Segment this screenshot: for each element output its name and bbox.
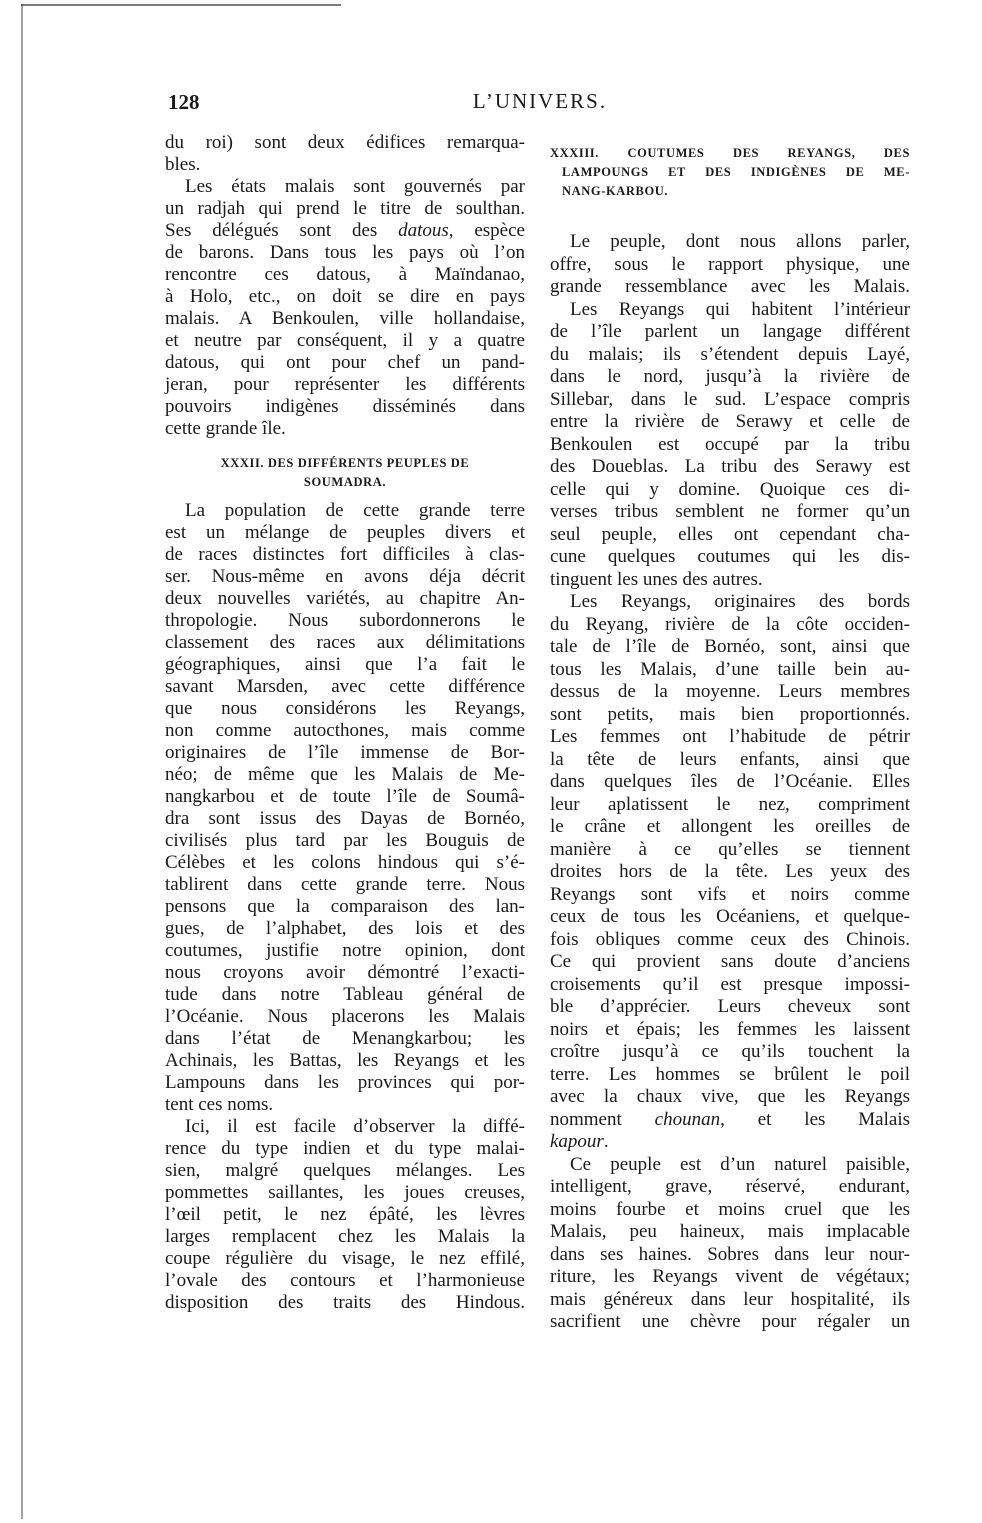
text-line: sont petits, mais bien proportionnés. [550,703,910,725]
text-line: tude dans notre Tableau général de [165,984,525,1005]
scan-edge-horizontal [21,4,341,6]
paragraph [550,231,910,299]
text-line: coupe régulière du visage, le nez effilé, [165,1248,525,1269]
text-line: Ici, il est facile d’observer la diffé- [185,1116,525,1137]
text-line: Achinais, les Battas, les Reyangs et les [165,1050,525,1071]
text-line: ceux de tous les Océaniens, et quelque- [550,906,910,927]
text-line: à Holo, etc., on doit se dire en pays [165,286,525,307]
text-line: non comme autocthones, mais comme [165,720,525,741]
paragraph [550,299,910,592]
text-line: disposition des traits des Hindous. [165,1292,525,1313]
text-line: de l’île parlent un langage différent [550,321,910,342]
text-line: larges remplacent chez les Malais la [165,1226,525,1247]
text-line: tablirent dans cette grande terre. Nous [165,874,525,895]
text-line: des Doueblas. La tribu des Serawy est [550,456,910,477]
text-line: tale de l’île de Bornéo, sont, ainsi que [550,636,910,657]
heading-line: NANG-KARBOU. [562,184,669,198]
text-line: du roi) sont deux édifices remarqua- [165,132,525,153]
text-line: mais généreux dans leur hospitalité, ils [550,1288,910,1310]
text-line: sacrifient une chèvre pour régaler un [550,1311,910,1332]
text-line: dessus de la moyenne. Leurs membres [550,681,910,702]
text-line: dans ses haines. Sobres dans leur nour- [550,1243,910,1265]
text-line: Ce qui provient sans doute d’anciens [550,951,910,972]
heading-line: XXXII. DES DIFFÉRENTS PEUPLES DE [220,456,470,470]
text-line: pommettes saillantes, les joues creuses, [165,1182,525,1203]
text-line: seul peuple, elles ont cependant cha- [550,523,910,545]
text-line: de barons. Dans tous les pays où l’on [165,242,525,263]
text-line: Les femmes ont l’habitude de pétrir [550,726,910,747]
text-line: celle qui y domine. Quoique ces di- [550,478,910,500]
text-line: moins fourbe et moins cruel que les [550,1198,910,1220]
text-line: dans l’état de Menangkarbou; les [165,1028,525,1049]
text-line: gues, de l’alphabet, des lois et des [165,918,525,939]
text-line: de races distinctes fort difficiles à clas- [165,544,525,565]
text-line: Reyangs sont vifs et noirs comme [550,883,910,905]
text-line: offre, sous le rapport physique, une [550,253,910,275]
text-line: un radjah qui prend le titre de soulthan. [165,198,525,219]
text-line: sien, malgré quelques mélanges. Les [165,1160,525,1181]
text-line: datous, qui ont pour chef un pand- [165,352,525,373]
italic-term: kapour [550,1131,604,1152]
paragraph [550,1154,910,1334]
text-line: Les états malais sont gouvernés par [185,176,525,197]
text-line: croisements qu’il est presque impossi- [550,973,910,995]
text-line: néo; de même que les Malais de Me- [165,764,525,785]
paragraph [165,132,525,176]
paragraph [165,500,525,1116]
text-segment: Ses délégués sont des [165,220,399,241]
right-column [550,144,910,1334]
text-segment: , espèce [448,220,525,241]
text-segment: . [603,1131,609,1152]
text-line: tinguent les unes des autres. [550,568,763,590]
heading-line: SOUMADRA. [303,475,387,489]
text-line: dans quelques îles de l’Océanie. Elles [550,771,910,792]
text-line: nous croyons avoir démontré l’exacti- [165,962,525,983]
section-heading [165,454,525,492]
heading-line: XXXIII. COUTUMES DES REYANGS, DES [550,146,910,160]
text-line: rencontre ces datous, à Maïndanao, [165,264,525,285]
text-line: rence du type indien et du type malai- [165,1138,525,1159]
text-line: droites hors de la tête. Les yeux des [550,861,910,882]
text-segment: , et les Malais [720,1108,910,1130]
text-line: cune quelques coutumes qui les dis- [550,546,910,567]
text-line: croître jusqu’à ce qu’ils touchent la [550,1041,910,1062]
italic-term: datous [398,220,449,241]
text-line: Lampouns dans les provinces qui por- [165,1072,525,1093]
text-line: fois obliques comme ceux des Chinois. [550,928,910,950]
text-line: Malais, peu haineux, mais implacable [550,1221,910,1242]
text-line: Benkoulen est occupé par la tribu [550,433,910,455]
text-line: coutumes, justifie notre opinion, dont [165,940,525,961]
text-line: jeran, pour représenter les différents [165,374,525,395]
section-heading [550,144,910,201]
text-line [550,1109,910,1132]
text-line: Les Reyangs, originaires des bords [570,591,910,612]
text-line: Le peuple, dont nous allons parler, [570,231,910,252]
text-line: Ce peuple est d’un naturel paisible, [570,1153,910,1175]
text-line: et neutre par conséquent, il y a quatre [165,330,525,351]
text-line: cette grande île. [165,418,286,439]
text-line: ser. Nous-même en avons déja décrit [165,566,525,587]
text-line: thropologie. Nous subordonnerons le [165,610,525,631]
text-line: savant Marsden, avec cette différence [165,676,525,697]
text-line [550,1131,910,1154]
text-line: du Reyang, rivière de la côte occiden- [550,613,910,635]
text-line: leur aplatissent le nez, compriment [550,793,910,815]
text-line [165,220,525,242]
heading-line: LAMPOUNGS ET DES INDIGÈNES DE ME- [562,165,910,179]
text-line: la tête de leurs enfants, ainsi que [550,748,910,770]
text-line: l’œil petit, le nez épâté, les lèvres [165,1204,525,1225]
paragraph [550,591,910,1154]
scan-edge-vertical [21,4,23,1519]
text-line: civilisés plus tard par les Bouguis de [165,830,525,851]
text-line: terre. Les hommes se brûlent le poil [550,1063,910,1085]
text-line: tous les Malais, d’une taille bein au- [550,658,910,680]
text-line: noirs et épais; les femmes les laissent [550,1018,910,1040]
text-line: tent ces noms. [165,1094,274,1115]
left-column [165,132,525,1314]
paragraph [165,176,525,440]
text-line: Les Reyangs qui habitent l’intérieur [570,298,910,320]
text-line: le crâne et allongent les oreilles de [550,816,910,837]
text-line: classement des races aux délimitations [165,632,525,653]
running-title: L’UNIVERS. [472,89,608,113]
text-line: dra sont issus des Dayas de Bornéo, [165,808,525,829]
text-line: avec la chaux vive, que les Reyangs [550,1086,910,1107]
text-line: dans le nord, jusqu’à la rivière de [550,366,910,387]
page-number: 128 [168,90,200,114]
text-line: du malais; ils s’étendent depuis Layé, [550,343,910,365]
text-line: Célèbes et les colons hindous qui s’é- [165,852,525,873]
text-line: verses tribus semblent ne former qu’un [550,501,910,522]
text-line: géographiques, ainsi que l’a fait le [165,654,525,675]
text-line: malais. A Benkoulen, ville hollandaise, [165,308,525,329]
text-line: est un mélange de peuples divers et [165,522,525,543]
italic-term: chounan [654,1108,721,1130]
text-line: pensons que la comparaison des lan- [165,896,525,917]
text-segment: nomment [550,1108,655,1130]
text-line: bles. [165,154,201,175]
paragraph [165,1116,525,1314]
text-line: Sillebar, dans le sud. L’espace compris [550,388,910,410]
text-line: riture, les Reyangs vivent de végétaux; [550,1266,910,1287]
text-line: La population de cette grande terre [185,500,525,521]
text-line: que nous considérons les Reyangs, [165,698,525,719]
text-line: pouvoirs indigènes disséminés dans [165,396,525,417]
text-line: intelligent, grave, réservé, endurant, [550,1176,910,1197]
text-line: deux nouvelles variétés, au chapitre An- [165,588,525,609]
text-line: l’ovale des contours et l’harmonieuse [165,1270,525,1291]
text-line: ble d’apprécier. Leurs cheveux sont [550,996,910,1017]
text-line: nangkarbou et de toute l’île de Soumâ- [165,786,525,807]
text-line: grande ressemblance avec les Malais. [550,276,910,297]
text-line: originaires de l’île immense de Bor- [165,742,525,763]
text-line: entre la rivière de Serawy et celle de [550,411,910,432]
text-line: l’Océanie. Nous placerons les Malais [165,1006,525,1027]
text-line: manière à ce qu’elles se tiennent [550,838,910,860]
